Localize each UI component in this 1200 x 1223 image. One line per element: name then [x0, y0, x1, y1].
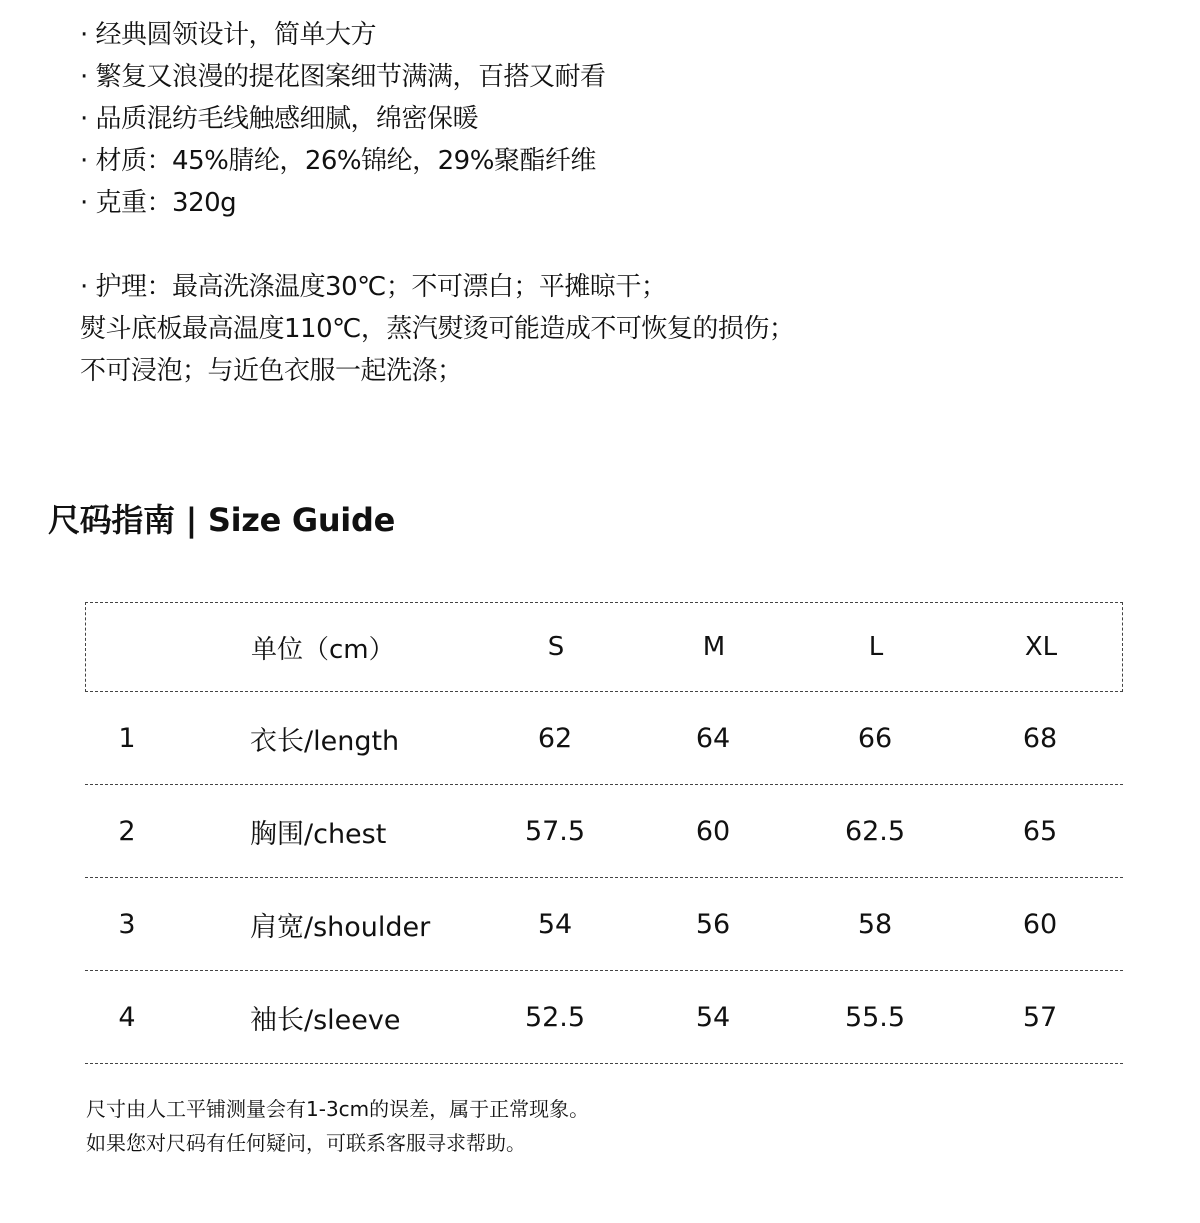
size-guide-title: 尺码指南 | Size Guide: [48, 501, 395, 539]
feature-line: · 经典圆领设计，简单大方: [80, 20, 377, 50]
size-value-m: 54: [695, 1001, 731, 1033]
size-header-m: M: [702, 632, 726, 662]
size-value-s: 54: [537, 908, 573, 940]
measurement-name: 袖长/sleeve: [250, 1004, 401, 1036]
table-row: [85, 785, 1123, 878]
row-number: 1: [118, 722, 136, 754]
size-table-header: [85, 602, 1123, 692]
size-value-xl: 65: [1022, 815, 1058, 847]
care-line: 不可浸泡；与近色衣服一起洗涤；: [80, 356, 463, 386]
row-number: 3: [118, 908, 136, 940]
table-row: [85, 878, 1123, 971]
size-value-l: 62.5: [844, 815, 906, 847]
size-notes: [86, 1092, 1086, 1160]
care-line: 熨斗底板最高温度110℃，蒸汽熨烫可能造成不可恢复的损伤；: [80, 314, 795, 344]
size-value-s: 62: [537, 722, 573, 754]
size-value-xl: 60: [1022, 908, 1058, 940]
measurement-name: 胸围/chest: [250, 818, 387, 850]
size-value-xl: 68: [1022, 722, 1058, 754]
size-header-l: L: [868, 632, 884, 662]
care-line: · 护理：最高洗涤温度30℃；不可漂白；平摊晾干；: [80, 272, 667, 302]
table-row: [85, 971, 1123, 1064]
row-number: 4: [118, 1001, 136, 1033]
product-description: [80, 14, 1120, 392]
size-table: [85, 602, 1123, 1064]
note-line: 如果您对尺码有任何疑问，可联系客服寻求帮助。: [86, 1131, 526, 1155]
feature-line: · 材质：45%腈纶，26%锦纶，29%聚酯纤维: [80, 146, 596, 176]
size-value-s: 52.5: [524, 1001, 586, 1033]
size-value-xl: 57: [1022, 1001, 1058, 1033]
note-line: 尺寸由人工平铺测量会有1-3cm的误差，属于正常现象。: [86, 1097, 590, 1121]
size-value-l: 55.5: [844, 1001, 906, 1033]
size-value-m: 56: [695, 908, 731, 940]
feature-line: · 克重：320g: [80, 188, 237, 218]
row-number: 2: [118, 815, 136, 847]
unit-header: 单位（cm）: [251, 634, 395, 665]
size-value-m: 64: [695, 722, 731, 754]
table-row: [85, 692, 1123, 785]
size-header-xl: XL: [1024, 632, 1058, 662]
size-value-s: 57.5: [524, 815, 586, 847]
spacer: [80, 224, 1120, 266]
feature-line: · 品质混纺毛线触感细腻，绵密保暖: [80, 104, 479, 134]
size-header-s: S: [547, 632, 565, 662]
measurement-name: 衣长/length: [250, 725, 400, 757]
size-value-l: 58: [857, 908, 893, 940]
size-value-l: 66: [857, 722, 893, 754]
size-value-m: 60: [695, 815, 731, 847]
feature-line: · 繁复又浪漫的提花图案细节满满，百搭又耐看: [80, 62, 606, 92]
measurement-name: 肩宽/shoulder: [250, 911, 431, 943]
